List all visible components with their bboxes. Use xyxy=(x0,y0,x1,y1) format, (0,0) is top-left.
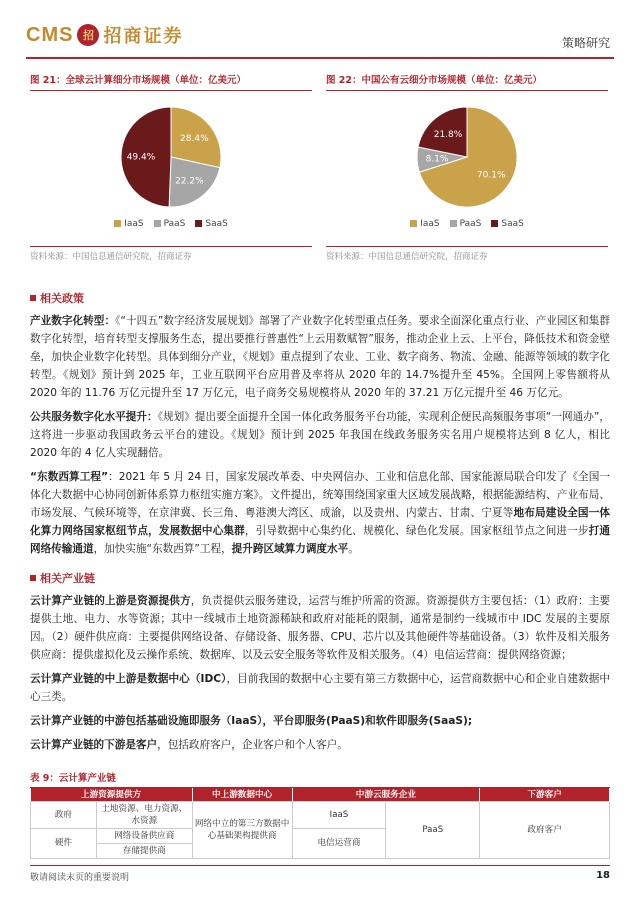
legend-swatch xyxy=(410,220,417,227)
table-row xyxy=(31,801,610,828)
legend-swatch xyxy=(195,220,202,227)
table-header-cell: 下游客户 xyxy=(480,788,610,801)
para-body: ，加快实施“东数西算”工程， xyxy=(93,543,232,555)
paragraph-midstream xyxy=(30,712,610,730)
para-body: 《规划》提出要全面提升全国一体化政务服务平台功能，实现利企便民高频服务事项“一网通办”，这将进一步驱动我国政务云平台的建设。《规划》预计到 2025 年我国在线政务服务实名用户规模将达到 8 亿人，相比 2020 年的 4 亿人实现翻倍。 xyxy=(30,411,610,459)
table-cell: 电信运营商 xyxy=(292,828,386,858)
chart-legend xyxy=(30,219,312,229)
paragraph-east-west xyxy=(30,468,610,558)
legend-item-iaas xyxy=(410,219,439,229)
table-cell: 存储提供商 xyxy=(96,843,192,858)
para-body: ，引导数据中心集约化、规模化、绿色化发展。国家枢纽节点之间进一步 xyxy=(244,525,589,537)
header-divider xyxy=(26,57,614,59)
legend-item-saas xyxy=(195,219,227,229)
square-bullet-icon xyxy=(30,295,36,301)
para-emphasis: 打通网络传输通道 xyxy=(30,525,611,555)
legend-label: IaaS xyxy=(420,219,440,229)
pie-data-label: 70.1% xyxy=(476,170,506,181)
paragraph-public-service xyxy=(30,408,610,462)
legend-item-saas xyxy=(491,219,523,229)
legend-swatch xyxy=(450,220,457,227)
paragraph-upstream xyxy=(30,592,610,664)
para-body: ，包括政府客户，企业客户和个人客户。 xyxy=(157,739,348,751)
para-body: 。 xyxy=(348,543,359,555)
table-cell: IaaS xyxy=(292,801,386,828)
table-header-row xyxy=(31,788,610,801)
para-body: ，负责提供云服务建设，运营与维护所需的资源。资源提供方主要包括：（1）政府：主要提供土地、电力、水等资源；其中一线城市土地资源稀缺和政府对能耗的限制，通常是制约一线城市中 IDC 发展的主要原因。（2）硬件供应商：主要提供网络设备、存储设备、服务器、CPU、芯片以及其他硬件等基础设备。（3）软件及相关服务供应商：提供虚拟化及云操作系统、数据库、以及云安全服务等软件及相关服务。（4）电信运营商：提供网络资源； xyxy=(30,595,611,661)
para-body: ：2021 年 5 月 24 日，国家发展改革委、中央网信办、工业和信息化部、国家能源局联合印发了《全国一体化大数据中心协同创新体系算力枢纽实施方案》。文件提出，统筹围绕国家重大区域发展战略，根据能源结构、产业布局、市场发展、气候环境等，在京津冀、长三角、粤港澳大湾区、成渝，以及贵州、内蒙古、甘肃、宁夏等 xyxy=(30,471,610,519)
table-header-cell: 中游云服务企业 xyxy=(292,788,480,801)
table-cell: 土地资源、电力资源、水资源 xyxy=(96,801,192,828)
legend-label: PaaS xyxy=(459,219,482,229)
pie-chart-china xyxy=(326,91,608,217)
table-title: 表 9：云计算产业链 xyxy=(30,770,610,788)
figure-source: 资料来源：中国信息通信研究院，招商证券 xyxy=(30,246,312,262)
para-lead: 云计算产业链的上游是资源提供方 xyxy=(30,595,191,607)
table-cell: 政府客户 xyxy=(480,801,610,858)
legend-item-iaas xyxy=(114,219,143,229)
paragraph-industry-digital xyxy=(30,312,610,402)
pie-data-label: 21.8% xyxy=(433,129,463,140)
section-label: 策略研究 xyxy=(561,36,610,50)
figure-22 xyxy=(326,72,608,262)
company-logo xyxy=(26,22,183,48)
table-section xyxy=(30,770,610,859)
legend-swatch xyxy=(154,220,161,227)
table-cell: 政府 xyxy=(31,801,97,828)
chain-table xyxy=(30,788,610,859)
table-cell: 硬件 xyxy=(31,828,97,858)
page-header xyxy=(0,0,640,62)
para-lead: “东数西算工程” xyxy=(30,471,109,483)
paragraph-mid-upstream xyxy=(30,670,610,706)
footer-divider xyxy=(30,865,610,866)
legend-label: SaaS xyxy=(205,219,228,229)
pie-chart-global xyxy=(30,91,312,217)
para-emphasis: 提升跨区域算力调度水平 xyxy=(231,543,349,555)
chain-section xyxy=(30,570,610,754)
para-lead: 云计算产业链的中上游是数据中心（IDC） xyxy=(30,673,227,685)
logo-cn-text: 招商证券 xyxy=(103,26,184,47)
table-header-cell: 中上游数据中心 xyxy=(192,788,292,801)
table-cell: 网络设备供应商 xyxy=(96,828,192,843)
pie-data-label: 8.1% xyxy=(425,154,449,165)
section-heading xyxy=(30,570,610,586)
legend-label: IaaS xyxy=(124,219,144,229)
legend-item-paas xyxy=(154,219,186,229)
figure-title: 图 22：中国公有云细分市场规模（单位：亿美元） xyxy=(326,72,608,91)
page-footer xyxy=(30,865,610,883)
para-lead: 产业数字化转型： xyxy=(30,315,116,327)
legend-label: SaaS xyxy=(501,219,524,229)
section-heading-text: 相关政策 xyxy=(40,292,84,305)
legend-label: PaaS xyxy=(163,219,186,229)
logo-seal-icon: 招 xyxy=(77,24,99,46)
square-bullet-icon xyxy=(30,575,36,581)
pie-data-label: 22.2% xyxy=(175,176,204,187)
figure-title: 图 21：全球云计算细分市场规模（单位：亿美元） xyxy=(30,72,312,91)
para-lead: 公共服务数字化水平提升： xyxy=(30,411,158,423)
table-header-cell: 上游资源提供方 xyxy=(31,788,193,801)
legend-item-paas xyxy=(450,219,482,229)
paragraph-downstream xyxy=(30,736,610,754)
para-emphasis: 地布局建设全国一体化算力网络国家枢纽节点，发展数据中心集群 xyxy=(30,507,611,537)
chart-legend xyxy=(326,219,608,229)
footer-note: 敬请阅读末页的重要说明 xyxy=(30,873,130,883)
table-cell: PaaS xyxy=(386,801,480,858)
section-heading-text: 相关产业链 xyxy=(40,572,95,585)
figure-21 xyxy=(30,72,312,262)
pie-data-label: 28.4% xyxy=(180,134,209,145)
para-body: 《“十四五”数字经济发展规划》部署了产业数字化转型重点任务。要求全面深化重点行业、产业园区和集群数字化转型，培育转型支撑服务生态，提出要推行普惠性“上云用数赋智”服务，推动企业上云、上平台，降低技术和资金壁垒，加快企业数字化转型。具体到细分产业，《规划》重点提到了农业、工业、数字商务、物流、金融、能源等领域的数字化转型。《规划》预计到 2025 年，工业互联网平台应用普及率将从 2020 年的 14.7%提升至 45%。全国网上零售额将从 2020 年的 11.76 万亿元提升至 17 万亿元，电子商务交易规模将从 2020 年的 37.21 万亿元提升至 46 万亿元。 xyxy=(30,315,610,399)
pie-data-label: 49.4% xyxy=(126,152,156,163)
logo-cms-text: CMS xyxy=(26,23,74,46)
legend-swatch xyxy=(491,220,498,227)
para-body: ，目前我国的数据中心主要有第三方数据中心，运营商数据中心和企业自建数据中心三类。 xyxy=(30,673,610,703)
page-number: 18 xyxy=(596,870,610,881)
para-lead: 云计算产业链的中游包括基础设施即服务（IaaS），平台即服务(PaaS)和软件即服务(SaaS); xyxy=(30,715,473,727)
section-heading xyxy=(30,290,610,306)
policy-section xyxy=(30,290,610,558)
figure-source: 资料来源：中国信息通信研究院，招商证券 xyxy=(326,246,608,262)
legend-swatch xyxy=(114,220,121,227)
table-cell: 网络中立的第三方数据中心基础架构提供商 xyxy=(192,801,292,858)
para-lead: 云计算产业链的下游是客户 xyxy=(30,739,158,751)
